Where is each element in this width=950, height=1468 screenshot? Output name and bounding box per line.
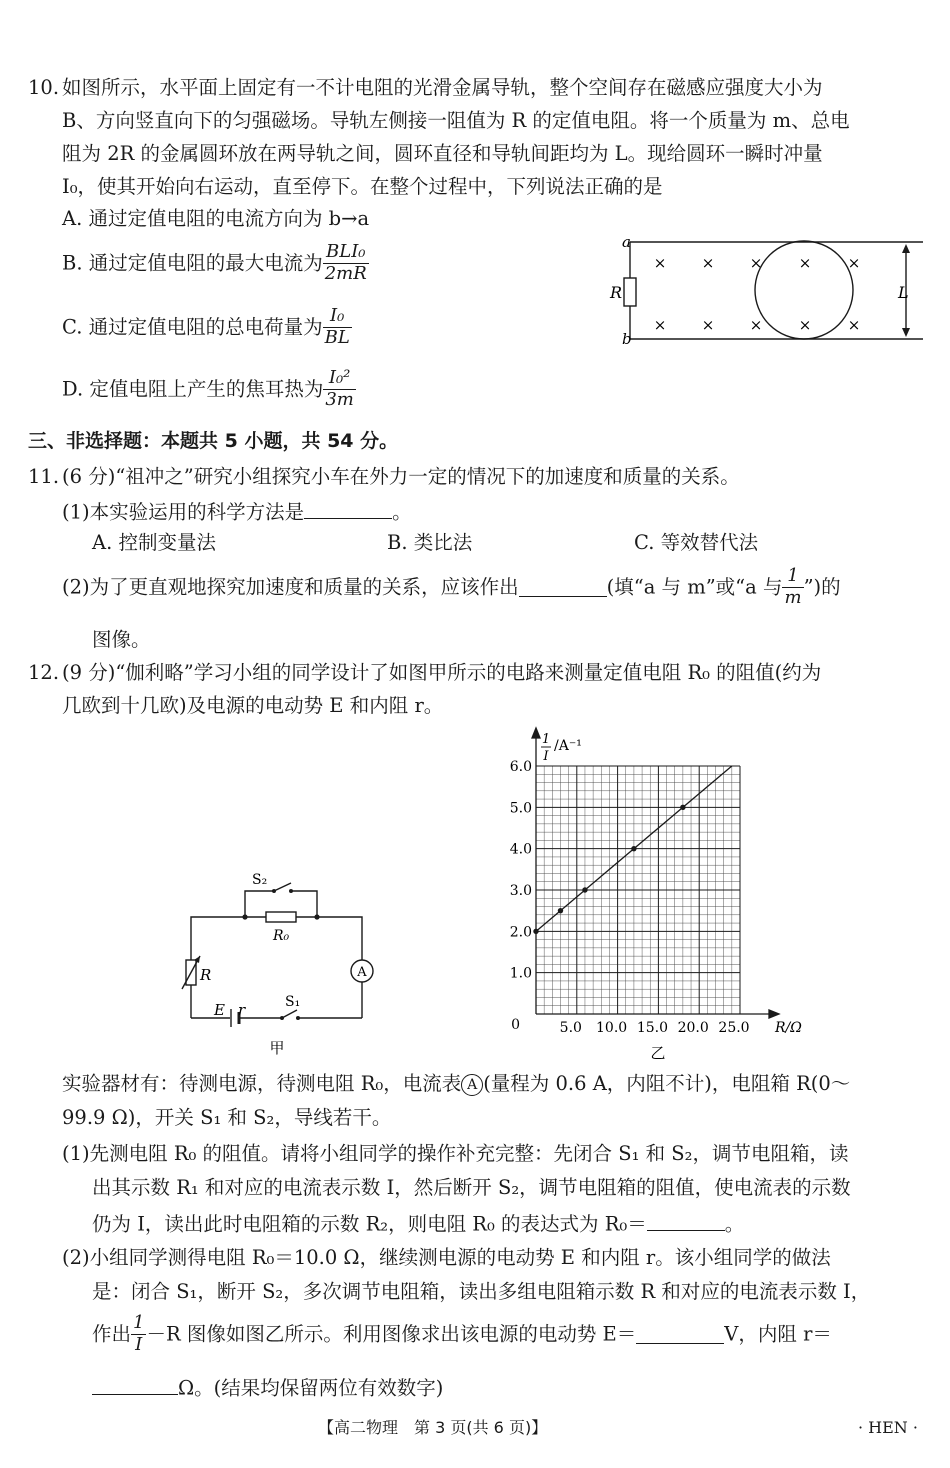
footer-page-info: 【高二物理 第 3 页(共 6 页)】 [318, 1418, 548, 1437]
q10-option-d-fraction [323, 368, 356, 410]
q10-option-d-text: D. 定值电阻上产生的焦耳热为 [62, 377, 324, 401]
q11-part2 [62, 566, 841, 608]
q10-option-b [62, 242, 369, 284]
q11-part2-blank [519, 577, 607, 598]
axes [532, 728, 779, 1018]
label-ammeter-A: A [357, 965, 367, 980]
field-cross: × [701, 254, 715, 272]
q11-option-a: A. 控制变量法 [92, 531, 216, 554]
q11-number: 11. [28, 465, 60, 488]
field-cross: × [749, 254, 763, 272]
data-point [631, 846, 636, 851]
q11-part2-num: 1 [782, 566, 803, 588]
q10-option-d-den: 3m [325, 388, 354, 410]
y-tick-label: 2.0 [509, 924, 532, 941]
junction-dot [242, 914, 247, 919]
q11-part1 [62, 498, 412, 524]
q10-option-b-den: 2mR [324, 262, 367, 284]
y-label-den: I [543, 749, 549, 764]
q12-part2-pre: 作出 [92, 1322, 132, 1346]
switch-contact [296, 1016, 300, 1020]
q11-stem: (6 分)“祖冲之”研究小组探究小车在外力一定的情况下的加速度和质量的关系。 [62, 465, 740, 488]
q12-number: 12. [28, 661, 60, 684]
label-S1: S₁ [285, 994, 301, 1010]
switch-contact [289, 889, 293, 893]
label-R0: R₀ [273, 928, 290, 944]
label-E: E [214, 1001, 225, 1019]
y-tick-label: 1.0 [509, 965, 532, 982]
q10-option-d-num: I₀² [323, 368, 356, 390]
q10-option-d [62, 368, 356, 410]
q11-part2-mid: (填“a 与 m”或“a 与 [606, 575, 783, 599]
switch-s2-blade [274, 883, 291, 891]
section-3-heading: 三、非选择题：本题共 5 小题，共 54 分。 [28, 430, 399, 452]
x-axis-label: R/Ω [775, 1020, 802, 1036]
y-label-unit: /A⁻¹ [554, 738, 582, 754]
data-point [582, 887, 587, 892]
q10-line4: I₀，使其开始向右运动，直至停下。在整个过程中，下列说法正确的是 [62, 175, 663, 198]
q11-part1-text: (1)本实验运用的科学方法是 [62, 500, 305, 524]
dimension-arrow-up [902, 244, 910, 253]
q10-line1: 如图所示，水平面上固定有一不计电阻的光滑金属导轨，整个空间存在磁感应强度大小为 [62, 76, 823, 99]
field-cross: × [749, 316, 763, 334]
data-point [680, 805, 685, 810]
label-a: a [622, 233, 631, 251]
q10-line2: B、方向竖直向下的匀强磁场。导轨左侧接一阻值为 R 的定值电阻。将一个质量为 m、总电 [62, 109, 850, 132]
q12-part1-line2: 出其示数 R₁ 和对应的电流表示数 I，然后断开 S₂，调节电阻箱的阻值，使电流表的示数 [92, 1176, 851, 1199]
label-R: R [610, 283, 623, 302]
resistor-R0 [266, 912, 296, 922]
q11-option-b: B. 类比法 [387, 531, 473, 554]
label-b: b [622, 330, 632, 348]
junction-dot [314, 914, 319, 919]
q10-option-a: A. 通过定值电阻的电流方向为 b→a [62, 207, 370, 230]
q11-part2-fraction [782, 566, 803, 608]
field-cross: × [847, 316, 861, 334]
q12-stem-line2: 几欧到十几欧)及电源的电动势 E 和内阻 r。 [62, 694, 444, 717]
q11-part2-pre: (2)为了更直观地探究加速度和质量的关系，应该作出 [62, 575, 519, 599]
q12-part2-blank-E [636, 1324, 724, 1345]
q12-part1-line3-end: 。 [724, 1212, 745, 1236]
switch-s1-blade [282, 1010, 297, 1018]
switch-contact [272, 889, 276, 893]
field-cross: × [653, 254, 667, 272]
q10-line3: 阻为 2R 的金属圆环放在两导轨之间，圆环直径和导轨间距均为 L。现给圆环一瞬时冲量 [62, 142, 823, 165]
y-tick-label: 6.0 [509, 759, 532, 775]
q12-part2-blank-r [92, 1374, 178, 1395]
q12-part1-line1: (1)先测电阻 R₀ 的阻值。请将小组同学的操作补充完整：先闭合 S₁ 和 S₂，调节电阻箱，读 [62, 1142, 849, 1165]
q10-option-c-fraction [323, 306, 352, 348]
q11-option-c: C. 等效替代法 [634, 531, 759, 554]
label-S2: S₂ [252, 872, 268, 888]
q10-option-b-num: BLI₀ [323, 242, 369, 264]
q10-option-c-text: C. 通过定值电阻的总电荷量为 [62, 315, 323, 339]
y-axis-arrow [532, 728, 540, 738]
data-point [533, 929, 538, 934]
series [533, 766, 732, 934]
field-cross: × [798, 316, 812, 334]
x-axis-arrow [769, 1010, 779, 1018]
x-tick-label: 10.0 [596, 1020, 628, 1036]
q12-part2-line4-text: Ω。(结果均保留两位有效数字) [178, 1376, 444, 1400]
dimension-arrow-down [902, 328, 910, 337]
q10-option-b-fraction [323, 242, 369, 284]
footer-code: · HEN · [858, 1418, 918, 1437]
q10-option-c-den: BL [324, 326, 350, 348]
q11-part2-line2: 图像。 [92, 628, 151, 651]
q12-part2-fraction [131, 1313, 146, 1355]
q12-materials-b: (量程为 0.6 A，内阻不计)，电阻箱 R(0～ [483, 1072, 851, 1095]
resistor-R [624, 278, 636, 306]
q10-option-b-text: B. 通过定值电阻的最大电流为 [62, 251, 323, 275]
q12-part1-line3-text: 仍为 I，读出此时电阻箱的示数 R₂，则电阻 R₀ 的表达式为 R₀＝ [92, 1212, 647, 1236]
origin-label: 0 [511, 1017, 520, 1033]
label-R-rheostat: R [200, 966, 212, 984]
grid-major [536, 766, 740, 1014]
y-tick-label: 3.0 [509, 883, 532, 899]
field-cross: × [701, 316, 715, 334]
circuit-caption: 甲 [269, 1039, 285, 1057]
q12-part2-V: V，内阻 r＝ [724, 1322, 832, 1346]
switch-contact [280, 1016, 284, 1020]
field-cross: × [653, 316, 667, 334]
x-tick-labels [560, 1020, 750, 1036]
y-label-num: 1 [541, 732, 551, 747]
q10-figure [608, 232, 938, 350]
q12-materials-line2: 99.9 Ω)，开关 S₁ 和 S₂，导线若干。 [62, 1106, 392, 1129]
q12-part1-line3 [92, 1210, 744, 1236]
q12-part2-line1: (2)小组同学测得电阻 R₀＝10.0 Ω，继续测电源的电动势 E 和内阻 r。该小组同学的做法 [62, 1246, 831, 1269]
q10-option-c-num: I₀ [323, 306, 352, 328]
label-L: L [898, 283, 909, 302]
q11-part1-blank [304, 498, 392, 519]
y-tick-label: 5.0 [509, 800, 532, 817]
q12-materials-line1 [62, 1072, 850, 1096]
q12-part2-line2: 是：闭合 S₁，断开 S₂，多次调节电阻箱，读出多组电阻箱示数 R 和对应的电流表示数 I， [92, 1280, 871, 1303]
q12-part2-den: I [135, 1333, 143, 1355]
x-tick-label: 20.0 [677, 1020, 709, 1036]
x-tick-label: 5.0 [559, 1020, 582, 1036]
q12-materials-a: 实验器材有：待测电源，待测电阻 R₀，电流表 [62, 1072, 462, 1095]
q10-option-c [62, 306, 352, 348]
label-r: r [238, 1001, 246, 1019]
field-cross: × [847, 254, 861, 272]
q11-part1-end: 。 [392, 500, 412, 524]
q12-part2-line4 [92, 1374, 443, 1400]
field-cross: × [798, 254, 812, 272]
data-point [558, 908, 563, 913]
x-tick-label: 25.0 [718, 1020, 750, 1036]
q11-part2-den: m [784, 586, 802, 608]
graph-inverse-current-vs-r [490, 725, 820, 1065]
ammeter-symbol: A [461, 1074, 483, 1096]
q10-number: 10. [28, 76, 60, 99]
q12-part2-mid: －R 图像如图乙所示。利用图像求出该电源的电动势 E＝ [146, 1322, 637, 1346]
q12-part2-num: 1 [133, 1312, 145, 1333]
q12-part1-blank [647, 1210, 725, 1231]
circuit-diagram [170, 860, 385, 1060]
q12-stem-line1: (9 分)“伽利略”学习小组的同学设计了如图甲所示的电路来测量定值电阻 R₀ 的阻值(约为 [62, 661, 822, 684]
chart-caption: 乙 [650, 1044, 666, 1062]
q11-part2-end: ”)的 [803, 575, 841, 599]
y-tick-label: 4.0 [509, 841, 532, 858]
x-tick-label: 15.0 [636, 1020, 668, 1036]
q12-part2-line3 [92, 1313, 832, 1355]
y-tick-labels [510, 759, 532, 982]
